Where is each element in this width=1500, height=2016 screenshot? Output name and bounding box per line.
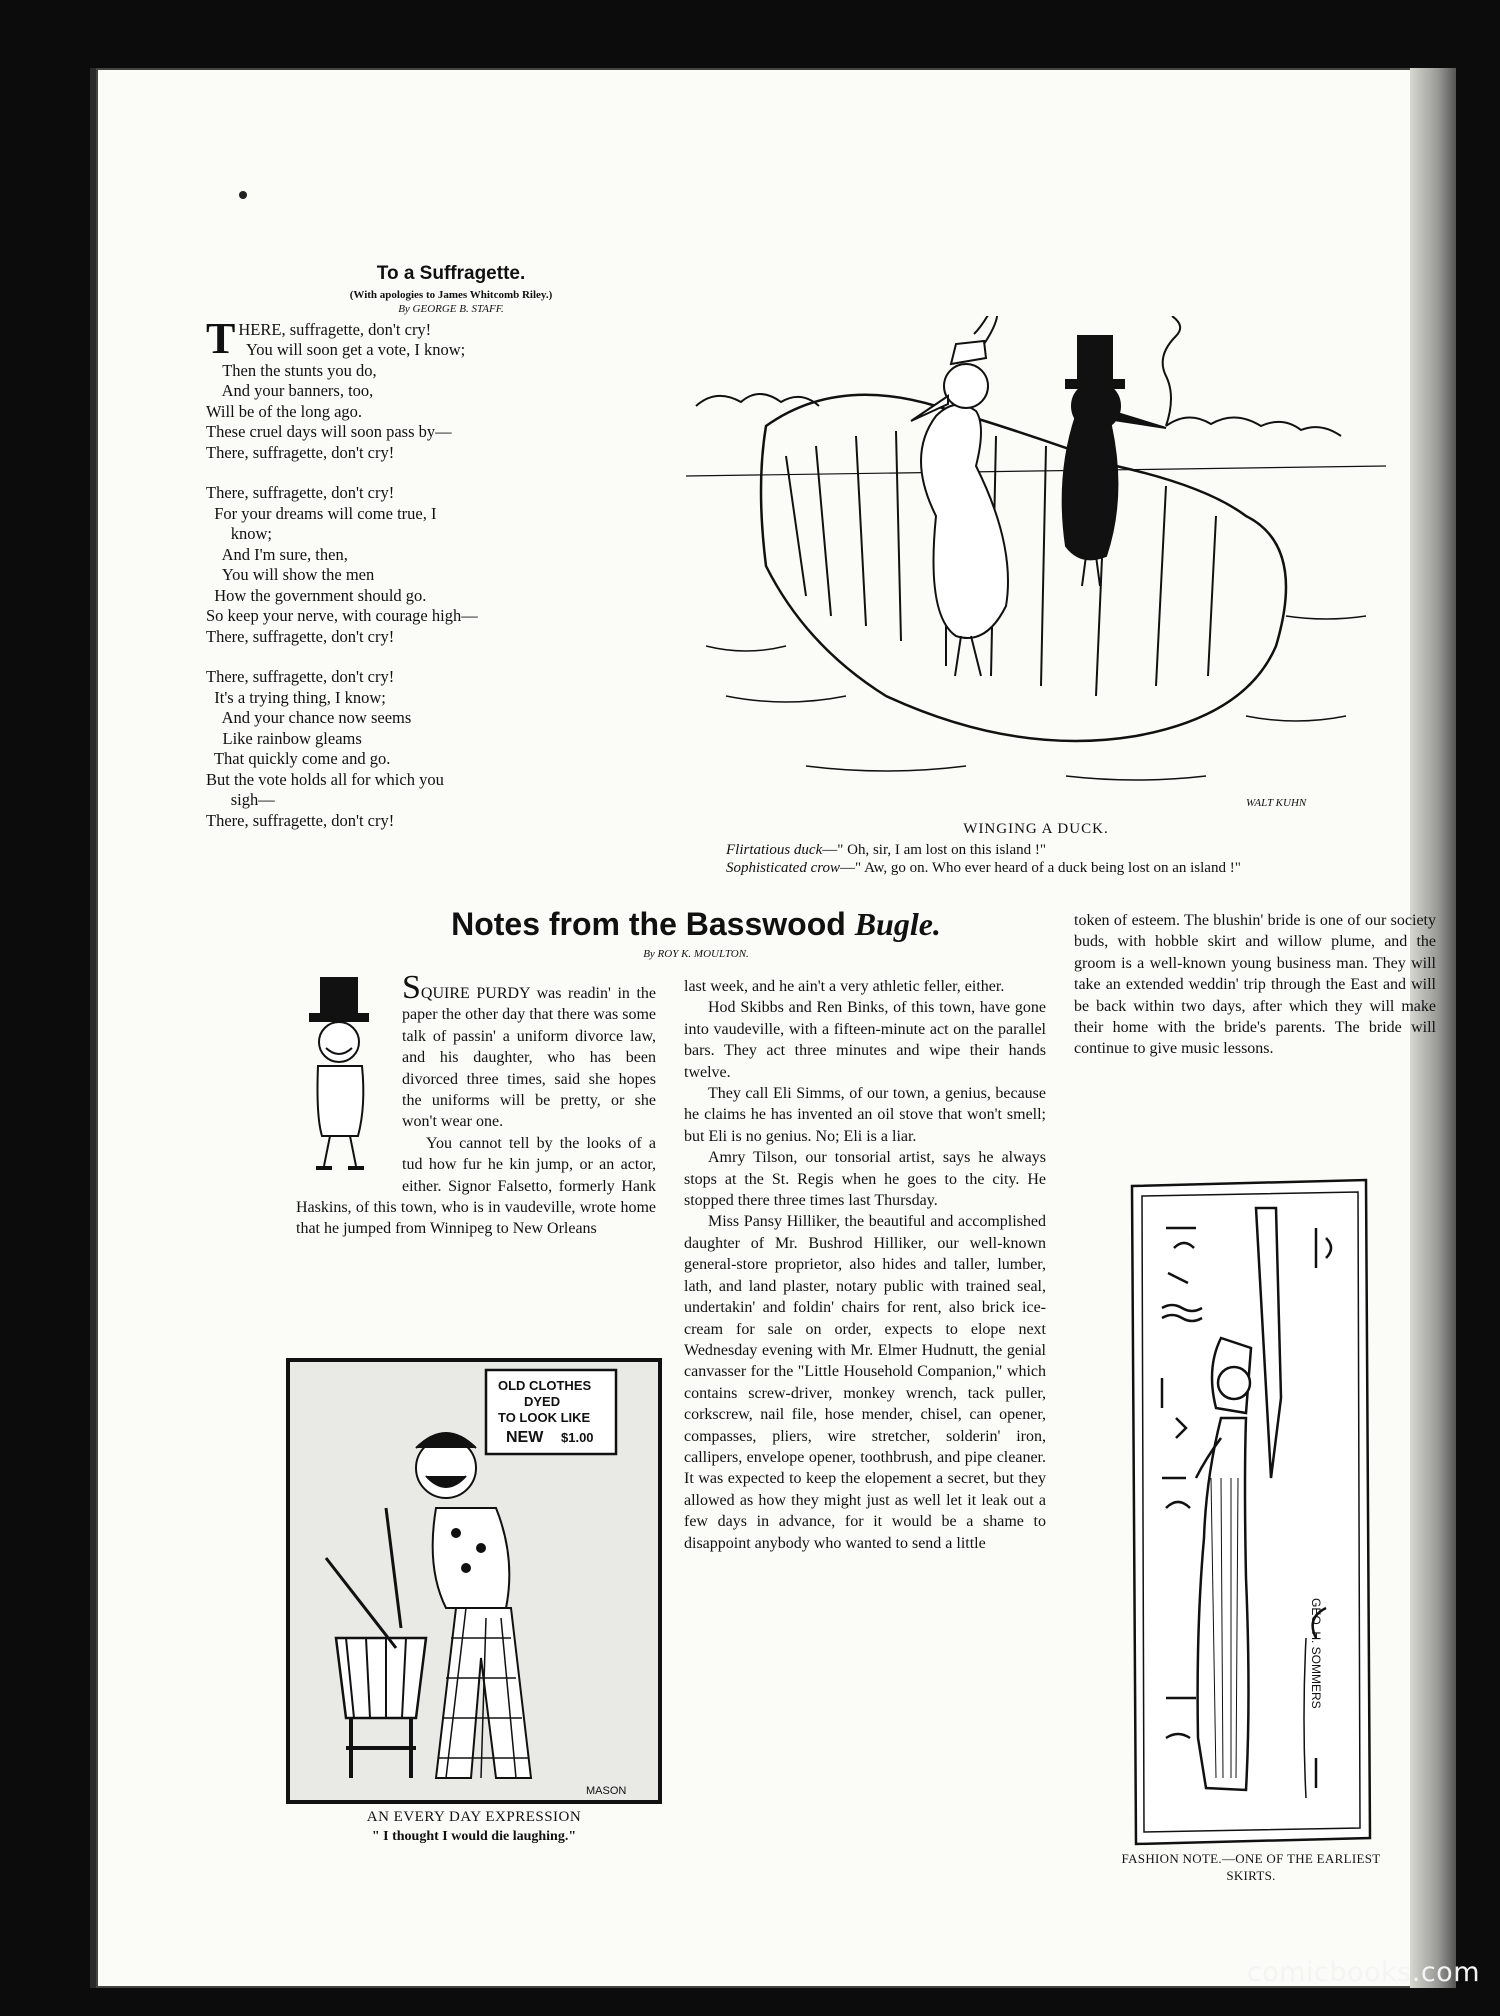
article-paragraph: last week, and he ain't a very athletic feller, either. [684,978,1005,995]
article-paragraph: Miss Pansy Hilliker, the beautiful and accomplished daughter of Mr. Bushrod Hilliker, our well-known general-store proprietor, also hides and taller, lumber, lath, and land plaster, notary public with trained seal, undertakin' and foldin' chairs for rent, also brick ice-cream for sale on order, expects to elope next Wednesday evening with Mr. Elmer Hudnutt, the genial canvasser for the "Little Household Companion," which contains screw-driver, monkey wrench, tack puller, corkscrew, nail file, hose mender, chisel, can opener, compasses, pliers, wire stretcher, solderin' iron, callipers, envelope opener, toothbrush, and pipe cleaner. It was expected to keep the elopement a secret, but they allowed as how they might just as well let it leak out a few days in advance, for it would be a shame to disappoint anybody who wanted to send a little [684,1213,1046,1552]
poem-line: Then the stunts you do, [206,360,377,380]
poem-line: For your dreams will come true, I [206,503,437,523]
duck-caption-line-2 [686,859,1386,877]
poem-line: There, suffragette, don't cry! [206,626,395,646]
sign-line-3: TO LOOK LIKE [498,1410,591,1425]
poem-line: And your chance now seems [206,708,412,727]
wash-cartoon-caption [286,1808,662,1846]
article-column-1 [296,969,656,1240]
sign-line-1: OLD CLOTHES [498,1378,592,1393]
article-paragraph: Amry Tilson, our tonsorial artist, says he always stops at the St. Regis when he goes to the city. He stopped there three times last Thursday. [684,1149,1046,1210]
poem-to-a-suffragette [206,264,696,851]
duck-cartoon-caption [686,820,1386,877]
article-headline [396,906,996,943]
poem-line: There, suffragette, don't cry! [206,667,395,686]
poem-line: There, suffragette, don't cry! [206,810,395,830]
poem-line: There, suffragette, don't cry! [206,483,395,502]
article-paragraph: They call Eli Simms, of our town, a genius, because he claims he has invented an oil stove that won't smell; but Eli is no genius. No; Eli is a liar. [684,1085,1046,1145]
sign-line-5: $1.00 [561,1430,594,1445]
speaker-crow: Sophisticated crow [726,860,841,876]
duck-cartoon-signature: WALT KUHN [1246,797,1307,809]
article-byline: By ROY K. MOULTON. [643,948,749,960]
watermark: comicbooks.com [1246,1957,1480,1988]
wash-caption-quote: " I thought I would die laughing." [371,1829,577,1844]
poem-line: You will show the men [206,565,375,584]
poem-line: And your banners, too, [206,381,374,400]
poem-byline: By GEORGE B. STAFF. [398,302,504,315]
article-dropcap: S [402,969,421,1006]
poem-line: HERE, suffragette, don't cry! [238,319,432,339]
magazine-page [90,68,1456,1988]
headline-main: Notes from the Basswood [451,906,855,942]
poem-line: How the government should go. [206,585,427,605]
poem-stanza-3 [206,667,696,831]
poem-subtitle: (With apologies to James Whitcomb Riley.) [349,288,553,301]
poem-line: And I'm sure, then, [206,544,348,564]
wash-caption-title: AN EVERY DAY EXPRESSION [366,1809,582,1825]
ink-dot [239,191,247,199]
egyptian-fashion-illustration [1126,1178,1376,1848]
poem-title: To a Suffragette. [376,263,526,284]
article-paragraph: You cannot tell by the looks of a tud how fur he kin jump, or an actor, either. Signor Falsetto, formerly Hank Haskins, of this town, who is in vaudeville, wrote home that he jumped from Winnipeg to New Orleans [296,1134,656,1238]
duck-and-crow-illustration [686,316,1386,816]
article-paragraph: Hod Skibbs and Ren Binks, of this town, have gone into vaudeville, with a fifteen-minute act on the parallel bars. They act three minutes and wipe their hands twelve. [684,999,1046,1081]
poem-stanza-1 [206,313,696,464]
laughing-washerman-illustration [286,1358,662,1804]
poem-line: It's a trying thing, I know; [206,687,386,707]
poem-line: Like rainbow gleams [206,728,362,748]
poem-line: Will be of the long ago. [206,401,363,421]
poem-line: sigh— [206,790,275,809]
poem-line: That quickly come and go. [206,749,391,768]
duck-line-text: —" Oh, sir, I am lost on this island !" [822,842,1046,858]
poem-line: know; [206,524,272,543]
poem-dropcap: T [206,313,236,363]
poem-line: But the vote holds all for which you [206,769,444,789]
poem-line: So keep your nerve, with courage high— [206,606,478,625]
poem-line: You will soon get a vote, I know; [238,340,466,359]
article-column-3 [1074,910,1436,1060]
squire-purdy-illustration [286,976,396,1186]
egypt-cartoon-caption: FASHION NOTE.—ONE OF THE EARLIEST SKIRTS. [1121,1851,1381,1883]
poem-line: These cruel days will soon pass by— [206,422,452,441]
duck-caption-line-1 [686,841,1386,859]
poem-stanza-2 [206,483,696,647]
article-column-2 [684,976,1046,1554]
sign-line-4: NEW [506,1429,544,1446]
wash-cartoon-signature: MASON [586,1785,627,1797]
speaker-duck: Flirtatious duck [726,842,823,858]
crow-line-text: —" Aw, go on. Who ever heard of a duck being lost on an island !" [840,860,1241,876]
article-paragraph: token of esteem. The blushin' bride is one of our society buds, with hobble skirt and willow plume, and the groom is a well-known young business man. They will take an extended weddin' trip through the East and will be back within two days, after which they will make their home with the bride's parents. The bride will continue to give music lessons. [1074,912,1436,1058]
headline-italic: Bugle. [854,906,941,942]
duck-caption-title: WINGING A DUCK. [963,821,1109,837]
egypt-cartoon-signature: GEO. H. SOMMERS [1309,1598,1323,1709]
sign-line-2: DYED [524,1394,561,1409]
poem-line: There, suffragette, don't cry! [206,442,395,462]
paragraph-text: QUIRE PURDY was readin' in the paper the other day that there was some talk of passin' a uniform divorce law, and his daughter, who has been divorced three times, said she hopes the uniforms will be pretty, or she won't wear one. [402,985,656,1131]
